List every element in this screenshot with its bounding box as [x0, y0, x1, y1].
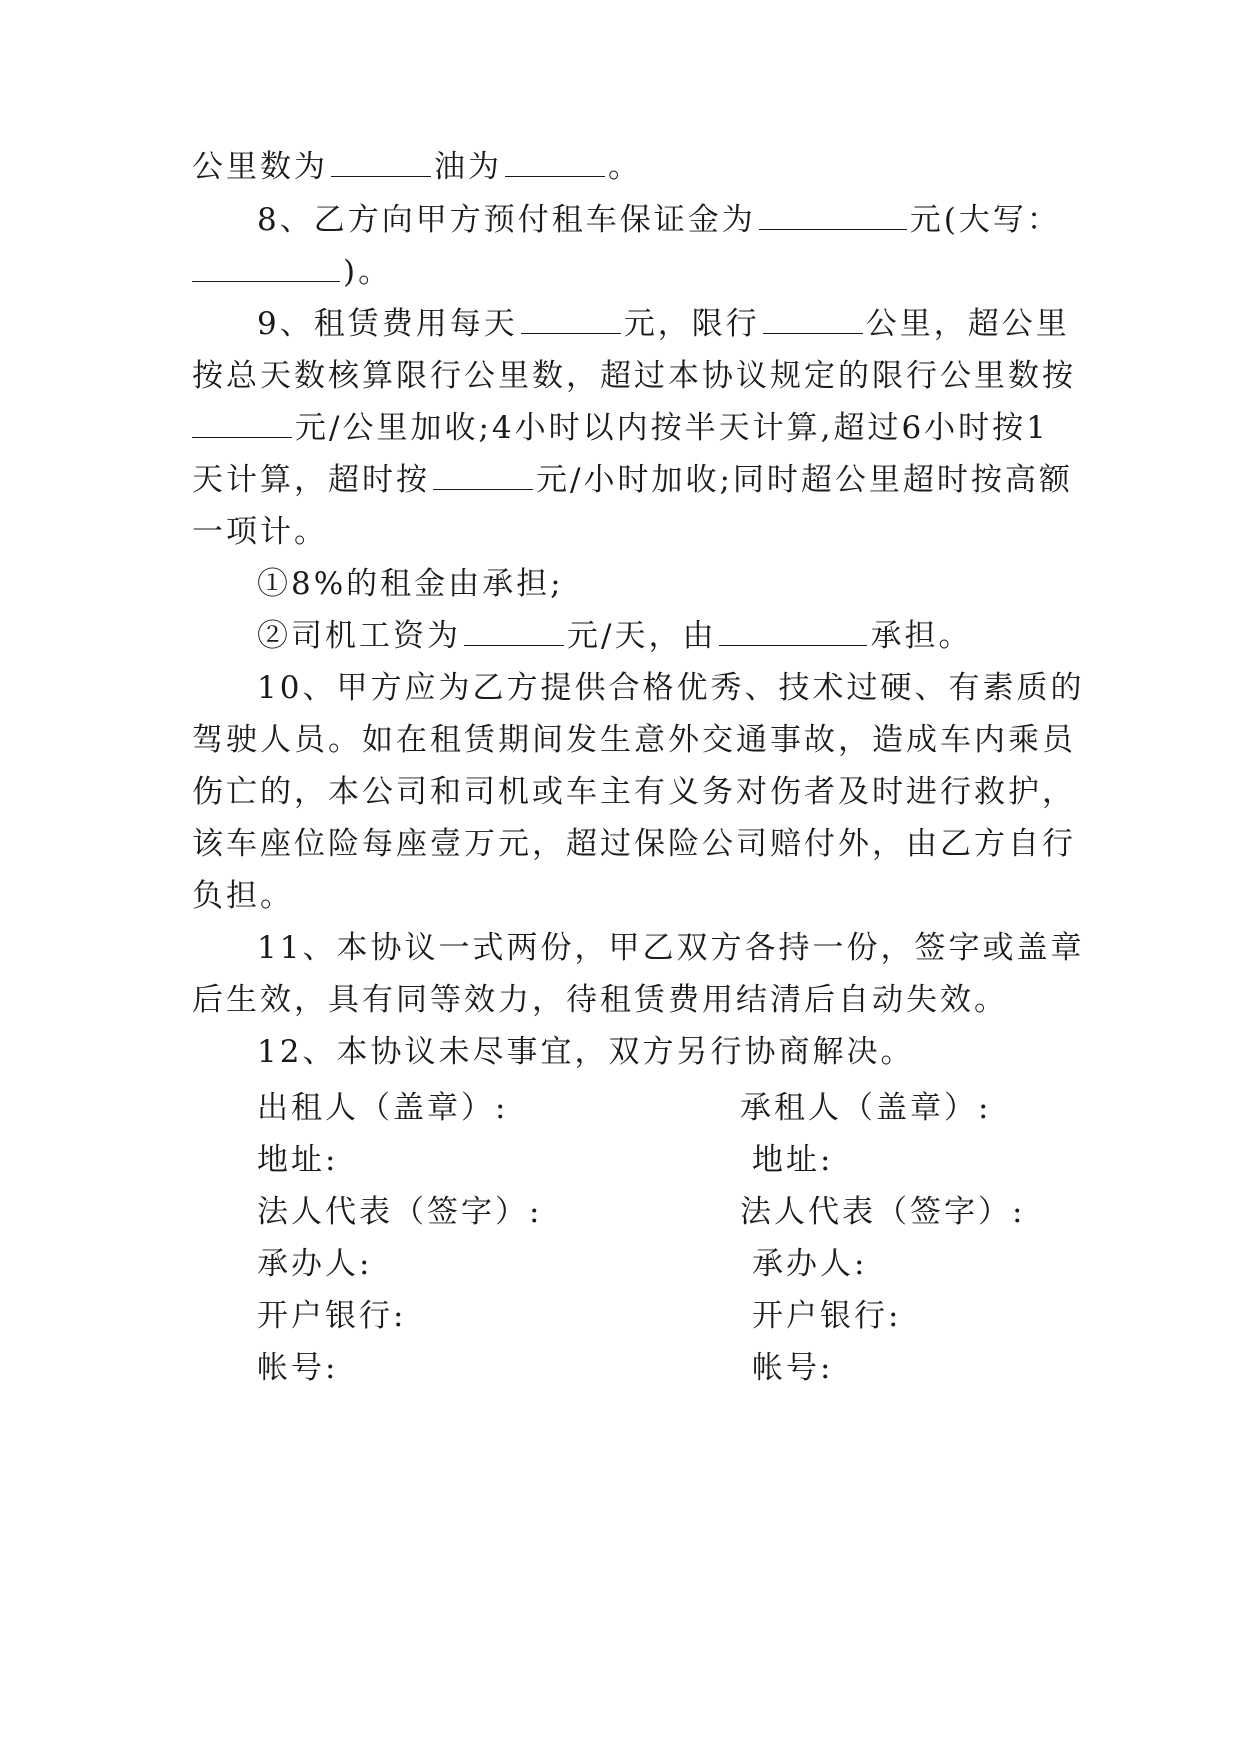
clause-10-line-1 — [257, 670, 1085, 706]
clause-10-text-2: 驾驶人员。如在租赁期间发生意外交通事故，造成车内乘员 — [192, 722, 1076, 758]
item-2-text-b: 元/天，由 — [567, 618, 717, 654]
clause-10-line-3 — [192, 774, 1076, 810]
clause-9-text-4a: 天计算，超时按 — [192, 462, 430, 498]
lessor-handler-label: 承办人: — [257, 1246, 373, 1282]
fuel-blank — [505, 154, 605, 177]
lessee-seal-label: 承租人（盖章）: — [740, 1090, 992, 1126]
clause-9-text-5: 一项计。 — [192, 514, 328, 550]
clause-9-line-4 — [192, 462, 1073, 498]
clause-9-text-b: 元，限行 — [623, 306, 760, 342]
clause-9-text-a: 9、租赁费用每天 — [257, 306, 518, 342]
clause-9-line-2 — [192, 358, 1076, 394]
clause-8-text: 8、乙方向甲方预付租车保证金为 — [257, 202, 756, 238]
clause-11-line-2 — [192, 982, 1008, 1018]
item-1 — [257, 566, 564, 602]
clause-8-line-1 — [257, 202, 1061, 238]
wage-payer-blank — [719, 623, 867, 646]
item-2-text-c: 承担。 — [870, 618, 973, 654]
clause-10-text-5: 负担。 — [192, 878, 294, 914]
clause-8-end: )。 — [343, 254, 393, 290]
clause-12-line — [257, 1034, 915, 1070]
clause-9-text-3: 元/公里加收;4小时以内按半天计算,超过6小时按1 — [295, 410, 1049, 446]
lessee-address-label: 地址: — [752, 1142, 834, 1178]
clause-11-text-1: 11、本协议一式两份，甲乙双方各持一份，签字或盖章 — [257, 930, 1085, 966]
clause-10-text-3: 伤亡的，本公司和司机或车主有义务对伤者及时进行救护， — [192, 774, 1076, 810]
clause-10-text-4: 该车座位险每座壹万元，超过保险公司赔付外，由乙方自行 — [192, 826, 1076, 862]
mileage-fuel-line — [192, 149, 642, 185]
clause-10-line-4 — [192, 826, 1076, 862]
clause-9-text-2: 按总天数核算限行公里数，超过本协议规定的限行公里数按 — [192, 358, 1076, 394]
per-km-blank — [192, 415, 292, 438]
fuel-label: 油为 — [434, 149, 502, 185]
lessee-handler-label: 承办人: — [752, 1246, 868, 1282]
daily-fee-blank — [521, 311, 621, 334]
clause-9-line-1 — [257, 306, 1070, 342]
clause-8-line-2 — [192, 254, 393, 290]
clause-11-text-2: 后生效，具有同等效力，待租赁费用结清后自动失效。 — [192, 982, 1008, 1018]
driver-wage-blank — [464, 623, 564, 646]
item-2 — [257, 618, 973, 654]
deposit-blank — [759, 207, 907, 230]
clause-10-line-5 — [192, 878, 294, 914]
item-2-text-a: ②司机工资为 — [257, 618, 461, 654]
lessee-account-label: 帐号: — [752, 1350, 834, 1386]
clause-9-line-5 — [192, 514, 328, 550]
lessee-bank-label: 开户银行: — [752, 1298, 902, 1334]
lessor-legal-rep-label: 法人代表（签字）: — [257, 1194, 543, 1230]
line1-end: 。 — [608, 149, 642, 185]
mileage-label: 公里数为 — [192, 149, 328, 185]
lessor-address-label: 地址: — [257, 1142, 339, 1178]
clause-10-line-2 — [192, 722, 1076, 758]
clause-12-text: 12、本协议未尽事宜，双方另行协商解决。 — [257, 1034, 915, 1070]
clause-9-line-3 — [192, 410, 1049, 446]
clause-9-text-c: 公里，超公里 — [865, 306, 1070, 342]
clause-9-text-4b: 元/小时加收;同时超公里超时按高额 — [536, 462, 1073, 498]
per-hour-blank — [433, 467, 533, 490]
clause-10-text-1: 10、甲方应为乙方提供合格优秀、技术过硬、有素质的 — [257, 670, 1085, 706]
deposit-words-blank — [192, 259, 340, 282]
clause-11-line-1 — [257, 930, 1085, 966]
lessee-legal-rep-label: 法人代表（签字）: — [740, 1194, 1026, 1230]
mileage-blank — [331, 154, 431, 177]
clause-8-text-2: 元(大写： — [909, 202, 1061, 238]
lessor-seal-label: 出租人（盖章）: — [257, 1090, 509, 1126]
lessor-account-label: 帐号: — [257, 1350, 339, 1386]
lessor-bank-label: 开户银行: — [257, 1298, 407, 1334]
mileage-limit-blank — [763, 311, 863, 334]
item-1-text: ①8%的租金由承担; — [257, 566, 564, 602]
